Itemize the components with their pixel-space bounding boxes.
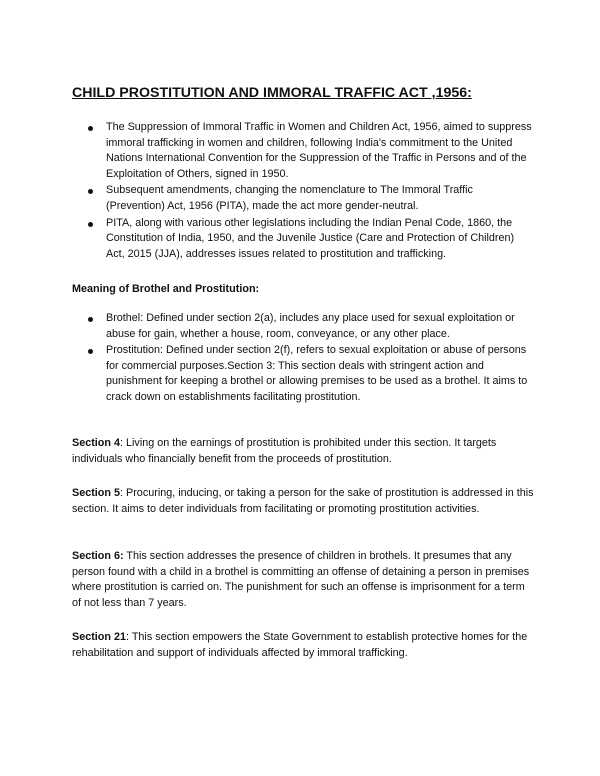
list-item <box>72 183 534 214</box>
document-title: CHILD PROSTITUTION AND IMMORAL TRAFFIC ACT ,1956: <box>72 85 472 101</box>
section-4-paragraph <box>72 436 534 467</box>
bullet-icon <box>88 317 93 322</box>
section-21-label: Section 21 <box>72 631 127 643</box>
list-item-text: Prostitution: Defined under section 2(f), refers to sexual exploitation or abuse of persons for commercial purposes.Section 3: This section deals with stringent action and punishment for keeping a brothel or allowing premises to be used as a brothel. It aims to crack down on establishments facilitating prostitution. <box>106 344 528 403</box>
list-item <box>72 343 534 405</box>
section-21-text: : This section empowers the State Government to establish protective homes for the rehabilitation and support of individuals affected by immoral trafficking. <box>72 631 528 659</box>
intro-bullet-list <box>72 120 534 263</box>
list-item <box>72 120 534 182</box>
list-item-text: PITA, along with various other legislations including the Indian Penal Code, 1860, the Constitution of India, 1950, and the Juvenile Justice (Care and Protection of Children) Act, 2015 (JJA), addresses issues related to prostitution and trafficking. <box>106 216 515 260</box>
bullet-icon <box>88 189 93 194</box>
section-heading-meaning: Meaning of Brothel and Prostitution: <box>72 283 260 295</box>
bullet-icon <box>88 222 93 227</box>
list-item <box>72 311 534 342</box>
bullet-icon <box>88 126 93 131</box>
section-5-label: Section 5 <box>72 487 121 499</box>
section-6-paragraph <box>72 549 534 611</box>
list-item-text: The Suppression of Immoral Traffic in Women and Children Act, 1956, aimed to suppress immoral trafficking in women and children, following India's commitment to the United Nations International Convention for the Suppression of the Traffic in Persons and of the Exploitation of Others, signed in 1950. <box>106 121 532 180</box>
section-5-paragraph <box>72 486 534 517</box>
section-21-paragraph <box>72 630 534 661</box>
section-4-text: : Living on the earnings of prostitution is prohibited under this section. It targets individuals who financially benefit from the proceeds of prostitution. <box>72 437 497 465</box>
section-6-text: This section addresses the presence of children in brothels. It presumes that any person found with a child in a brothel is committing an offense of detaining a person in premises where prostitution is carried on. The punishment for such an offense is imprisonment for a term of not less than 7 years. <box>72 550 530 609</box>
meaning-bullet-list <box>72 311 534 407</box>
section-5-text: : Procuring, inducing, or taking a person for the sake of prostitution is addressed in this section. It aims to deter individuals from facilitating or promoting prostitution activities. <box>72 487 534 515</box>
section-4-label: Section 4 <box>72 437 121 449</box>
list-item-text: Subsequent amendments, changing the nomenclature to The Immoral Traffic (Prevention) Act, 1956 (PITA), made the act more gender-neutral. <box>106 184 473 212</box>
list-item <box>72 216 534 263</box>
list-item-text: Brothel: Defined under section 2(a), includes any place used for sexual exploitation or abuse for gain, whether a house, room, conveyance, or any other place. <box>106 312 515 340</box>
section-6-label: Section 6: <box>72 550 124 562</box>
bullet-icon <box>88 349 93 354</box>
